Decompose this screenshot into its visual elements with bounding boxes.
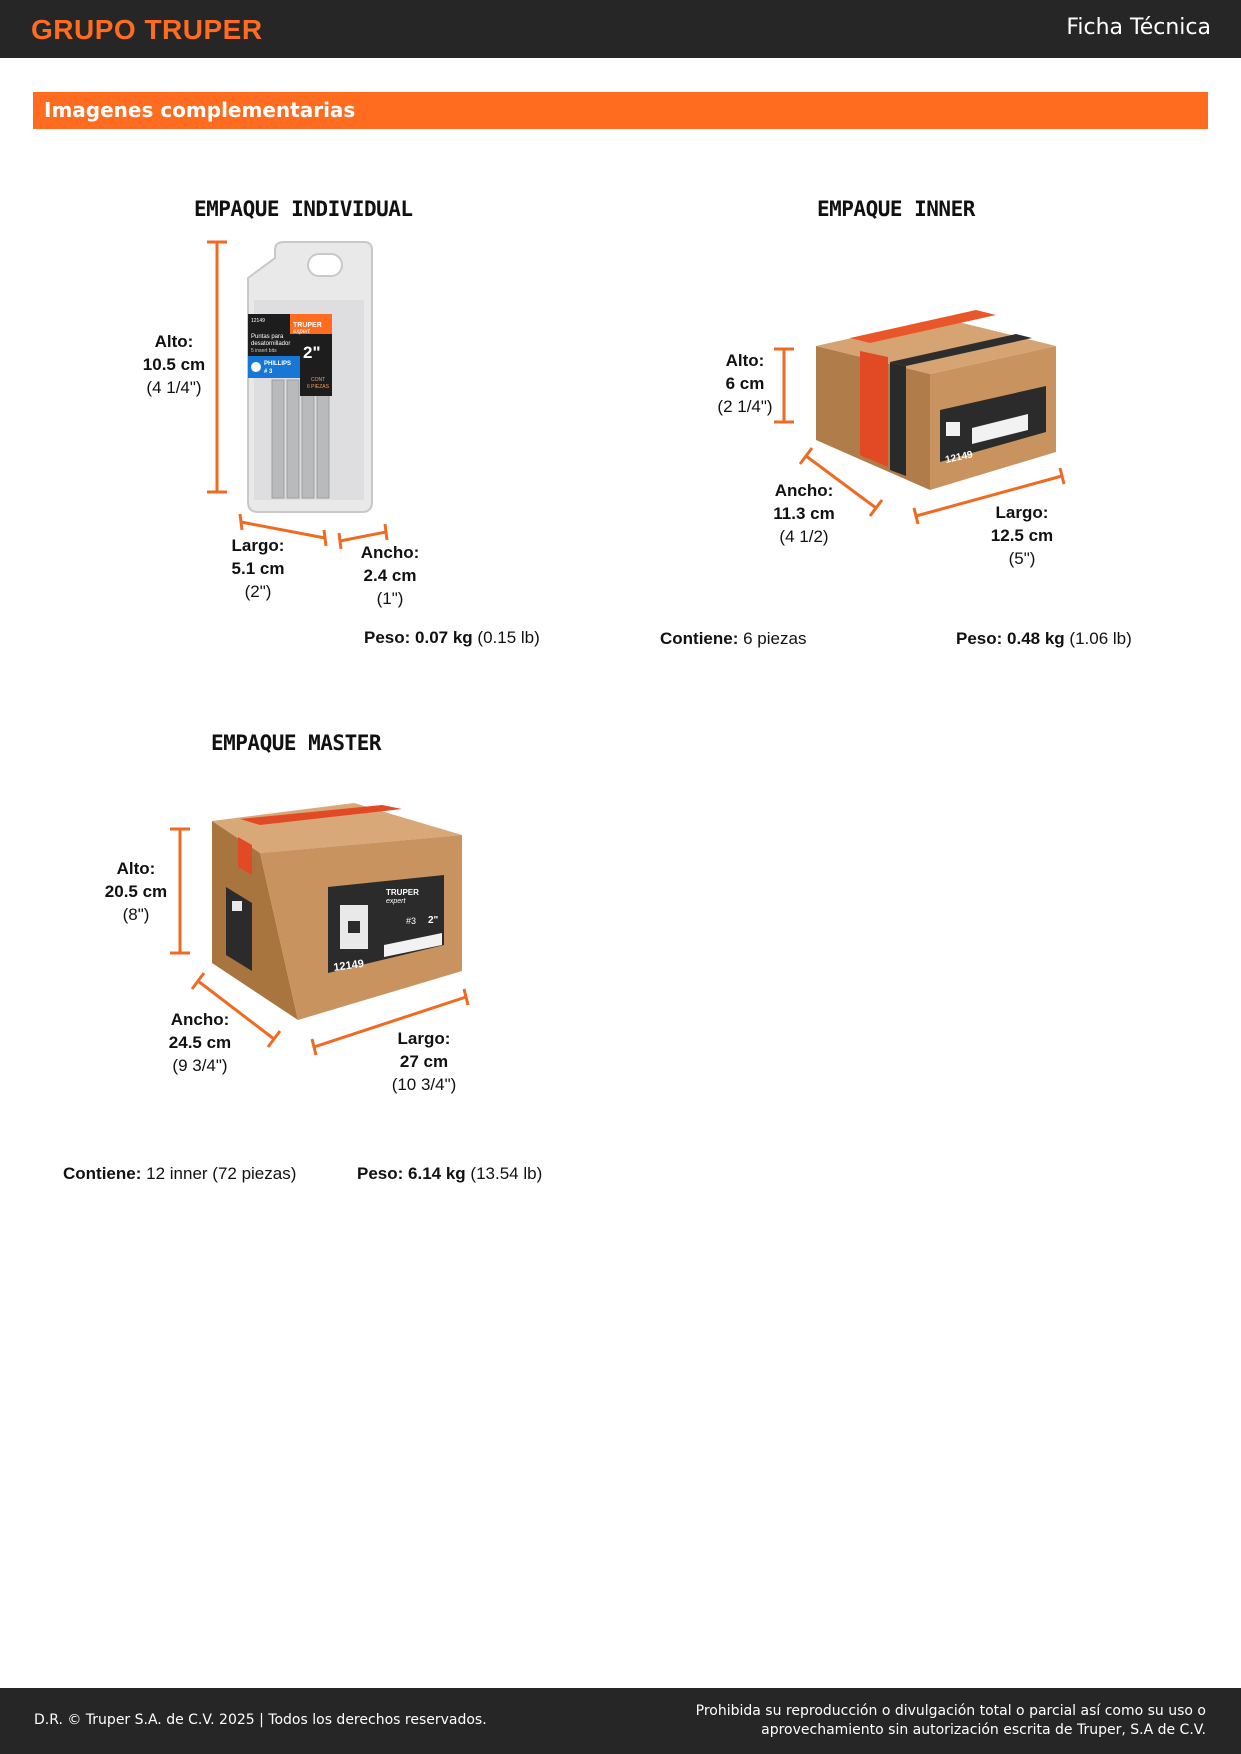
- inner-contiene-value: 6 piezas: [743, 629, 807, 648]
- inner-ancho: [754, 479, 854, 548]
- individual-ancho: [340, 541, 440, 610]
- individual-alto-value: 10.5 cm: [142, 355, 206, 374]
- inner-peso-label: Peso:: [956, 629, 1003, 648]
- inner-peso: [956, 629, 1132, 649]
- individual-largo-label: Largo:: [231, 536, 285, 555]
- inner-peso-value: 0.48 kg: [1007, 629, 1065, 648]
- card-size: 2": [303, 343, 321, 362]
- inner-contiene: [660, 629, 806, 649]
- individual-ancho-label: Ancho:: [360, 543, 420, 562]
- individual-peso-imperial: (0.15 lb): [477, 628, 540, 647]
- master-alto-imperial: (8"): [122, 905, 150, 924]
- master-alto-value: 20.5 cm: [104, 882, 168, 901]
- inner-box-code: 12149: [944, 449, 974, 466]
- inner-peso-imperial: (1.06 lb): [1069, 629, 1132, 648]
- header-bar: [0, 0, 1241, 58]
- master-box-brand: TRUPER: [386, 888, 419, 897]
- individual-peso-label: Peso:: [364, 628, 411, 647]
- card-brand: TRUPER: [293, 322, 322, 329]
- card-qty2: 6 PIEZAS: [307, 384, 329, 390]
- section-title: Imagenes complementarias: [44, 98, 356, 122]
- individual-peso-value: 0.07 kg: [415, 628, 473, 647]
- master-contiene-value: 12 inner (72 piezas): [146, 1164, 297, 1183]
- legal-notice-line2: aprovechamiento sin autorización escrita de Truper, S.A de C.V.: [761, 1722, 1206, 1738]
- master-peso-imperial: (13.54 lb): [470, 1164, 543, 1183]
- individual-peso: [364, 628, 540, 648]
- individual-package-title: EMPAQUE INDIVIDUAL: [194, 197, 413, 221]
- master-ancho-imperial: (9 3/4"): [172, 1056, 228, 1075]
- card-desc1: Puntas para: [251, 334, 284, 340]
- footer-bar: [0, 1688, 1241, 1754]
- inner-largo-value: 12.5 cm: [990, 526, 1054, 545]
- inner-alto-imperial: (2 1/4"): [717, 397, 773, 416]
- master-largo-value: 27 cm: [399, 1052, 449, 1071]
- inner-largo: [972, 501, 1072, 570]
- master-peso: [357, 1164, 542, 1184]
- individual-ancho-value: 2.4 cm: [363, 566, 417, 585]
- master-peso-label: Peso:: [357, 1164, 404, 1183]
- inner-largo-label: Largo:: [995, 503, 1049, 522]
- inner-alto: [695, 349, 795, 418]
- inner-ancho-imperial: (4 1/2): [779, 527, 829, 546]
- master-box-code: 12149: [332, 957, 365, 974]
- card-code: 12149: [251, 318, 265, 324]
- master-box-line: expert: [386, 898, 406, 905]
- individual-ancho-imperial: (1"): [376, 589, 404, 608]
- master-alto: [86, 857, 186, 926]
- card-tip-size: # 3: [264, 369, 273, 375]
- card-desc2: desatornillador: [251, 341, 291, 347]
- master-box-size: 2": [428, 915, 439, 926]
- inner-contiene-label: Contiene:: [660, 629, 739, 648]
- individual-largo-value: 5.1 cm: [231, 559, 285, 578]
- individual-largo: [208, 534, 308, 603]
- inner-largo-imperial: (5"): [1008, 549, 1036, 568]
- inner-ancho-label: Ancho:: [774, 481, 834, 500]
- master-peso-value: 6.14 kg: [408, 1164, 466, 1183]
- master-largo: [374, 1027, 474, 1096]
- master-package-title: EMPAQUE MASTER: [211, 731, 382, 755]
- brand-logo: GRUPO TRUPER: [31, 14, 263, 45]
- legal-notice-line1: Prohibida su reproducción o divulgación total o parcial así como su uso o: [695, 1703, 1206, 1719]
- individual-alto-imperial: (4 1/4"): [146, 378, 202, 397]
- card-tip: PHILLIPS: [264, 361, 292, 367]
- legal-notice: [606, 1702, 1206, 1740]
- master-ancho-value: 24.5 cm: [168, 1033, 232, 1052]
- individual-alto-label: Alto:: [154, 332, 194, 351]
- card-desc3: 5 insert bits: [251, 348, 277, 354]
- master-largo-label: Largo:: [397, 1029, 451, 1048]
- individual-alto: [124, 330, 224, 399]
- card-line: expert: [293, 329, 310, 335]
- master-box-tip: #3: [406, 916, 417, 926]
- inner-ancho-value: 11.3 cm: [773, 504, 835, 523]
- inner-package-title: EMPAQUE INNER: [817, 197, 975, 221]
- inner-alto-label: Alto:: [725, 351, 765, 370]
- individual-largo-imperial: (2"): [244, 582, 272, 601]
- card-qty1: CONT: [311, 377, 326, 383]
- document-title: Ficha Técnica: [1066, 15, 1211, 40]
- inner-alto-value: 6 cm: [725, 374, 765, 393]
- copyright-text: D.R. © Truper S.A. de C.V. 2025 | Todos los derechos reservados.: [34, 1712, 487, 1728]
- master-contiene-label: Contiene:: [63, 1164, 142, 1183]
- master-contiene: [63, 1164, 296, 1184]
- section-header: [33, 92, 1208, 129]
- master-ancho: [150, 1008, 250, 1077]
- master-ancho-label: Ancho:: [170, 1010, 230, 1029]
- master-largo-imperial: (10 3/4"): [391, 1075, 457, 1094]
- master-alto-label: Alto:: [116, 859, 156, 878]
